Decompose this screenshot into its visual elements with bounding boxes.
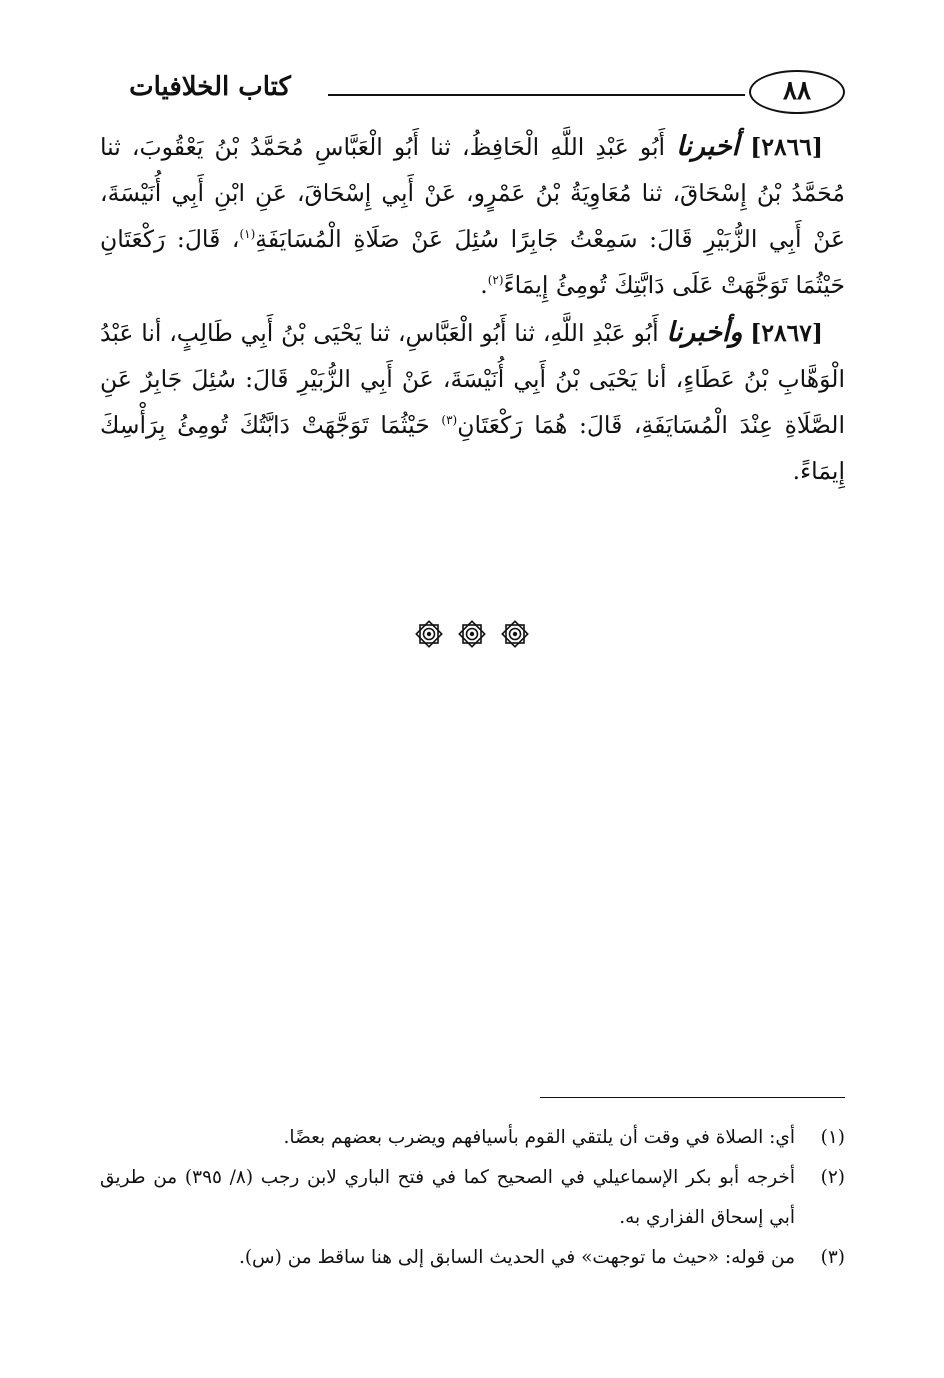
footnote-ref: (٢) (487, 273, 504, 288)
hadith-text: أَبُو عَبْدِ اللَّهِ، ثنا أَبُو الْعَبَّاسِ، ثنا يَحْيَى بْنُ أَبِي طَالِبٍ، أنا عَبْدُ الْوَهَّابِ بْنُ عَطَاءٍ، أنا يَحْيَى بْنُ أَبِي أُنَيْسَةَ، عَنْ أَبِي الزُّبَيْرِ قَالَ: سُئِلَ جَابِرٌ عَنِ الصَّلَاةِ عِنْدَ الْمُسَايَفَةِ، قَالَ: هُمَا رَكْعَتَانِ (100, 319, 845, 439)
main-text (100, 124, 845, 496)
footnote-ref: (٣) (441, 413, 458, 428)
book-title: كتاب الخلافيات (129, 72, 291, 102)
hadith-2867 (100, 310, 845, 494)
footnote-item (100, 1238, 845, 1278)
footnote-text: أخرجه أبو بكر الإسماعيلي في الصحيح كما في فتح الباري لابن رجب (٨/ ٣٩٥) من طريق أبي إسحاق الفزاري به. (100, 1167, 795, 1228)
footnote-marker: (٣) (820, 1247, 845, 1268)
footnote-ref: (١) (239, 227, 256, 242)
floral-ornament-icon (413, 618, 445, 650)
hadith-text: أَبُو عَبْدِ اللَّهِ الْحَافِظُ، ثنا أَبُو الْعَبَّاسِ مُحَمَّدُ بْنُ يَعْقُوبَ، ثنا مُحَمَّدُ بْنُ إِسْحَاقَ، ثنا مُعَاوِيَةُ بْنُ عَمْرٍو، عَنْ أَبِي إِسْحَاقَ، عَنِ ابْنِ أَبِي أُنَيْسَةَ، عَنْ أَبِي الزُّبَيْرِ قَالَ: سَمِعْتُ جَابِرًا سُئِلَ عَنْ صَلَاةِ الْمُسَايَفَةِ (100, 133, 845, 253)
hadith-intro: أخبرنا (676, 131, 740, 162)
footnote-separator (540, 1097, 845, 1098)
header-rule (328, 94, 745, 96)
hadith-text: . (480, 271, 488, 299)
footnote-marker: (١) (820, 1127, 845, 1148)
hadith-intro: وأخبرنا (666, 317, 743, 348)
footnotes (100, 1118, 845, 1278)
hadith-text: ، قَالَ: رَكْعَتَانِ حَيْثُمَا تَوَجَّهَتْ عَلَى دَابَّتِكَ تُومِئُ إِيمَاءً (100, 225, 845, 299)
footnote-text: أي: الصلاة في وقت أن يلتقي القوم بأسيافهم ويضرب بعضهم بعضًا. (283, 1127, 795, 1148)
floral-ornament-icon (456, 618, 488, 650)
section-ornament (0, 618, 944, 654)
footnote-marker: (٢) (820, 1167, 845, 1188)
page-header (100, 68, 845, 116)
footnote-text: من قوله: «حيث ما توجهت» في الحديث السابق إلى هنا ساقط من (س). (238, 1247, 795, 1268)
floral-ornament-icon (499, 618, 531, 650)
footnote-item (100, 1158, 845, 1238)
page-number: ٨٨ (749, 70, 845, 114)
hadith-number: [٢٨٦٧] (750, 319, 823, 347)
hadith-2866 (100, 124, 845, 308)
hadith-text: حَيْثُمَا تَوَجَّهَتْ دَابَّتُكَ تُومِئُ بِرَأْسِكَ إِيمَاءً. (100, 411, 845, 485)
hadith-number: [٢٨٦٦] (750, 133, 823, 161)
footnote-item (100, 1118, 845, 1158)
